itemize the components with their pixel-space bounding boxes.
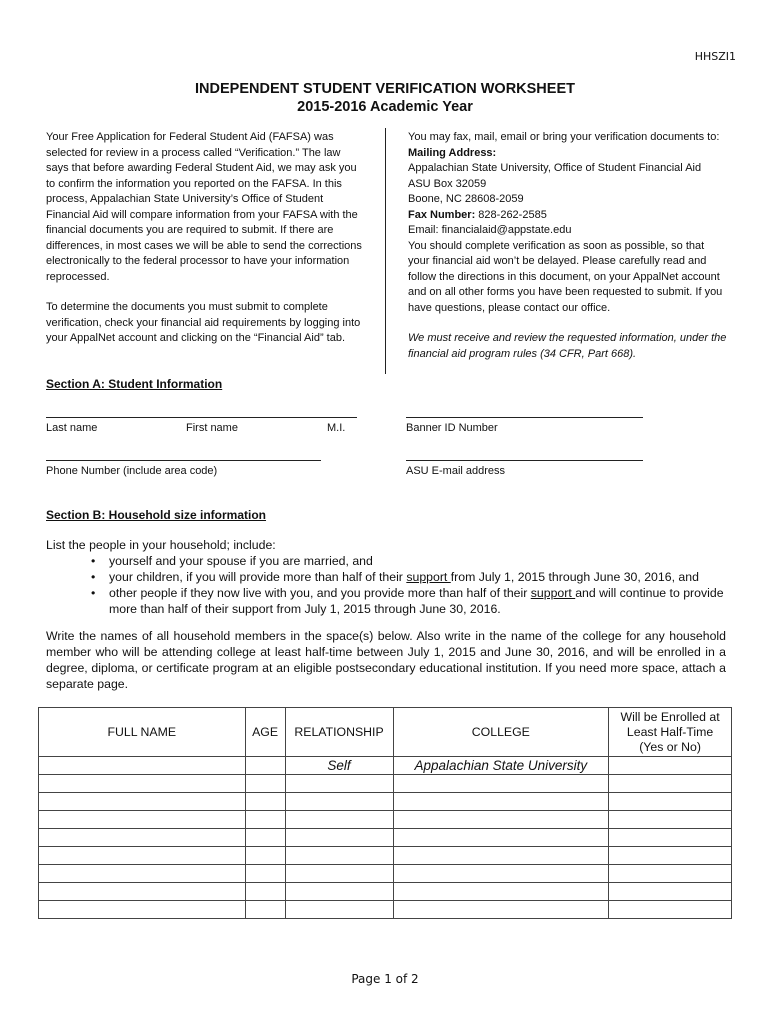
cell-college[interactable] [393, 865, 609, 883]
cell-college-asu[interactable]: Appalachian State University [393, 757, 609, 775]
last-name-label: Last name [46, 422, 98, 434]
fax-number [408, 208, 728, 224]
cell-age[interactable] [245, 829, 285, 847]
address-line-2: ASU Box 32059 [408, 177, 487, 190]
asu-email-label: ASU E-mail address [406, 465, 506, 477]
cell-relationship-self[interactable]: Self [285, 757, 393, 775]
phone-label: Phone Number (include area code) [46, 465, 218, 477]
asu-email-line[interactable] [406, 460, 643, 461]
cell-age[interactable] [245, 847, 285, 865]
fax-label: Fax Number: [408, 208, 476, 221]
cell-enrolled[interactable] [609, 757, 732, 775]
cell-age[interactable] [245, 775, 285, 793]
last-first-mi-line[interactable] [46, 417, 357, 418]
household-instructions: Write the names of all household members in the space(s) below. Also write in the name of the college for any household member who will be attending college at least half-time between July 1, 2015 and June 30, 2016, and will be enrolled in a degree, diploma, or certificate program at an eligible postsecondary educational institution. If you need more space, attach a separate page. [46, 629, 726, 691]
table-header-row [39, 708, 732, 757]
header-college: COLLEGE [393, 708, 609, 757]
cell-full-name[interactable] [39, 775, 246, 793]
contact-intro: You may fax, mail, email or bring your verification documents to: [408, 131, 720, 143]
first-name-label: First name [186, 422, 238, 434]
section-a-heading: Section A: Student Information [46, 377, 223, 391]
bullet-children-post: from July 1, 2015 through June 30, 2016, and [450, 570, 699, 584]
household-list-block [46, 537, 726, 617]
bullet-others-pre: other people if they now live with you, and you provide more than half of their [109, 586, 531, 600]
household-table [38, 707, 732, 919]
cell-age[interactable] [245, 793, 285, 811]
header-enrolled-line-2: Least Half-Time [626, 724, 714, 739]
header-enrolled-line-3: (Yes or No) [639, 739, 701, 754]
table-row [39, 847, 732, 865]
email-line: Email: financialaid@appstate.edu [408, 224, 572, 236]
cell-age[interactable] [245, 811, 285, 829]
cell-enrolled[interactable] [609, 847, 732, 865]
cell-age[interactable] [245, 757, 285, 775]
cell-relationship[interactable] [285, 793, 393, 811]
cell-college[interactable] [393, 901, 609, 919]
address-line-1: Appalachian State University, Office of Student Financial Aid [408, 162, 702, 174]
table-row [39, 757, 732, 775]
cell-full-name[interactable] [39, 811, 246, 829]
header-age: AGE [245, 708, 285, 757]
mi-label: M.I. [327, 422, 346, 434]
bullet-spouse: • yourself and your spouse if you are married, and [89, 553, 726, 569]
address-line-3: Boone, NC 28608-2059 [408, 193, 524, 205]
table-row [39, 883, 732, 901]
cell-relationship[interactable] [285, 901, 393, 919]
header-full-name: FULL NAME [39, 708, 246, 757]
cell-enrolled[interactable] [609, 901, 732, 919]
cell-enrolled[interactable] [609, 793, 732, 811]
intro-right-column [408, 130, 728, 362]
cell-relationship[interactable] [285, 865, 393, 883]
household-bullets [89, 553, 726, 617]
cell-enrolled[interactable] [609, 883, 732, 901]
cell-college[interactable] [393, 829, 609, 847]
banner-id-label: Banner ID Number [406, 422, 498, 434]
mailing-address-label: Mailing Address: [408, 146, 497, 159]
cell-relationship[interactable] [285, 829, 393, 847]
cell-full-name[interactable] [39, 901, 246, 919]
page-subtitle: 2015-2016 Academic Year [297, 99, 473, 115]
bullet-others-support: support [530, 586, 576, 600]
bullet-children [89, 569, 726, 585]
intro-paragraph-1: Your Free Application for Federal Student Aid (FAFSA) was selected for review in a process called “Verification.” The law says that before awarding Federal Student Aid, we may ask you to confirm the information you reported on the FAFSA. In this process, Appalachian State University’s Office of Student Financial Aid will compare information from your FAFSA with the financial documents you are required to submit. If there are differences, in most cases we will be able to send the corrections electronically to the federal processor to have your information reprocessed. [46, 131, 362, 283]
table-row [39, 811, 732, 829]
cell-college[interactable] [393, 883, 609, 901]
cell-college[interactable] [393, 775, 609, 793]
cell-relationship[interactable] [285, 811, 393, 829]
cell-full-name[interactable] [39, 793, 246, 811]
table-row [39, 865, 732, 883]
cell-enrolled[interactable] [609, 811, 732, 829]
banner-id-line[interactable] [406, 417, 643, 418]
cell-college[interactable] [393, 793, 609, 811]
header-enrolled [609, 708, 732, 757]
phone-line[interactable] [46, 460, 321, 461]
cell-enrolled[interactable] [609, 829, 732, 847]
bullet-others [89, 585, 726, 617]
cell-relationship[interactable] [285, 775, 393, 793]
intro-paragraph-2: To determine the documents you must submit to complete verification, check your financial aid requirements by logging into your AppalNet account and clicking on the “Financial Aid” tab. [46, 301, 361, 344]
header-enrolled-line-1: Will be Enrolled at [620, 709, 720, 724]
table-row [39, 775, 732, 793]
cell-age[interactable] [245, 883, 285, 901]
cell-enrolled[interactable] [609, 865, 732, 883]
cell-full-name[interactable] [39, 883, 246, 901]
cell-enrolled[interactable] [609, 775, 732, 793]
cell-full-name[interactable] [39, 757, 246, 775]
column-divider [385, 128, 386, 374]
cell-full-name[interactable] [39, 847, 246, 865]
bullet-children-pre: your children, if you will provide more than half of their [109, 570, 407, 584]
table-row [39, 901, 732, 919]
cell-relationship[interactable] [285, 883, 393, 901]
cell-age[interactable] [245, 901, 285, 919]
intro-left-column [46, 130, 366, 347]
bullet-others-post: and will continue to provide more than half of their support from July 1, 2015 through June 30, 2016. [109, 586, 724, 616]
regulation-note: We must receive and review the requested information, under the financial aid program rules (34 CFR, Part 668). [408, 332, 727, 360]
section-b-heading: Section B: Household size information [46, 508, 267, 522]
fax-value: 828-262-2585 [475, 208, 547, 221]
household-list-intro: List the people in your household; include: [46, 538, 276, 552]
page-footer: Page 1 of 2 [351, 972, 419, 986]
header-relationship: RELATIONSHIP [285, 708, 393, 757]
cell-college[interactable] [393, 847, 609, 865]
contact-body: You should complete verification as soon as possible, so that your financial aid won’t be delayed. Please carefully read and follow the directions in this document, on your AppalNet account and on all other forms you have been requested to submit. If you have questions, please contact our office. [408, 239, 723, 314]
bullet-children-support: support [406, 570, 451, 584]
page-title: INDEPENDENT STUDENT VERIFICATION WORKSHEET [195, 81, 575, 97]
table-row [39, 829, 732, 847]
cell-full-name[interactable] [39, 829, 246, 847]
cell-college[interactable] [393, 811, 609, 829]
cell-relationship[interactable] [285, 847, 393, 865]
cell-full-name[interactable] [39, 865, 246, 883]
cell-age[interactable] [245, 865, 285, 883]
form-code: HHSZI1 [694, 50, 736, 63]
table-row [39, 793, 732, 811]
